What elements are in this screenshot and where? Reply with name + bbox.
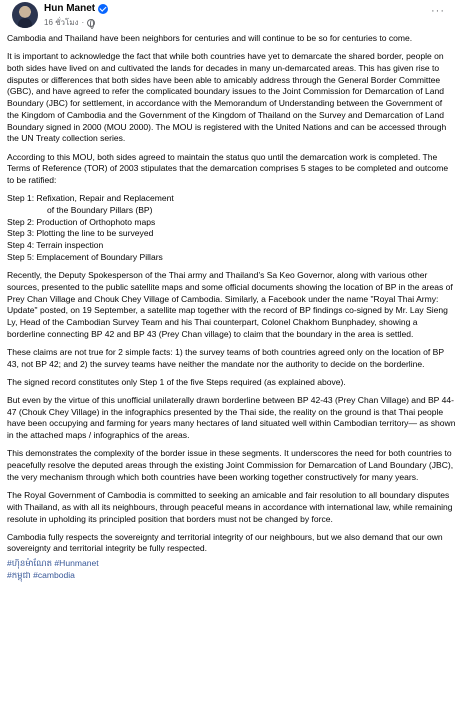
- step-1-continued: of the Boundary Pillars (BP): [47, 204, 153, 215]
- globe-icon[interactable]: [87, 19, 95, 27]
- hashtag-line[interactable]: #កម្ពុជា #cambodia: [7, 569, 75, 580]
- paragraph: This demonstrates the complexity of the border issue in these segments. It underscores the need for both countries to peacefully resolve the deputed areas through the existing Joint Commission for Demarcation of Land Boundary (JBC), the very mechanism through which both countries have been working together constructively for many years.: [7, 448, 454, 482]
- step-4: Step 4: Terrain inspection: [7, 240, 104, 251]
- post-meta: [44, 16, 95, 29]
- post-header: [6, 0, 457, 33]
- step-3: Step 3: Plotting the line to be surveyed: [7, 228, 154, 239]
- step-5: Step 5: Emplacement of Boundary Pillars: [7, 251, 163, 262]
- step-1: Step 1: Refixation, Repair and Replacement: [7, 193, 174, 204]
- paragraph: The Royal Government of Cambodia is committed to seeking an amicable and fair resolution to all boundary disputes with Thailand, as with all its neighbours, through peaceful means in accordance with international law, while remaining resolute in upholding its principled position that borders must not be changed by force.: [7, 490, 453, 524]
- steps-list: [7, 193, 456, 264]
- paragraph: The signed record constitutes only Step 1 of the five Steps required (as explained above).: [7, 376, 346, 387]
- paragraph: According to this MOU, both sides agreed to maintain the status quo until the demarcation work is completed. The Terms of Reference (TOR) of 2003 stipulates that the demarcation comprises 5 stages to be completed and outcome to be ratified:: [7, 151, 449, 186]
- paragraph: These claims are not true for 2 simple facts: 1) the survey teams of both countries agreed only on the location of BP 43, not BP 42; and 2) the survey teams have neither the mandate nor the authority to decide on the borderline.: [7, 346, 444, 369]
- author-name[interactable]: [44, 3, 108, 14]
- hashtags: [7, 558, 456, 582]
- step-2: Step 2: Production of Orthophoto maps: [7, 216, 156, 227]
- more-options-icon[interactable]: ···: [431, 5, 445, 17]
- paragraph: But even by the virtue of this unofficial unilaterally drawn borderline between BP 42-43 (Prey Chan Village) and BP 44-47 (Chouk Chey Village) in the infographics presented by the Thai side, the reality on the ground is that Thai people have been occupying and farming for years many hectares of land situated well within Cambodian territory— as shown in the attached maps / infographics of the areas.: [7, 394, 456, 441]
- paragraph: Cambodia fully respects the sovereignty and territorial integrity of our neighbours, but we also demand that our own sovereignty and territorial integrity be fully respected.: [7, 531, 443, 554]
- paragraph: It is important to acknowledge the fact that while both countries have yet to demarcate the shared border, people on both sides have lived on and cultivated the lands for decades in many un-demarcated areas. This has given rise to disputes or differences that both sides have been able to amicably address through the General Border Committee (GBC), and have agreed to refer the complicated boundary issues to the Joint Commission for Demarcation of Land Boundary (JBC) for settlement, in accordance with the Memorandum of Understanding between the Government of the Kingdom of Cambodia and the Government of the Kingdom of Thailand on the Survey and Demarcation of Land Boundary signed in 2000 (MOU 2000). The MOU is registered with the United Nations and can be accessed through the UN Treaty collection series.: [7, 51, 447, 144]
- verified-badge-icon: [98, 4, 108, 14]
- hashtag-line[interactable]: #ហ៊ុនម៉ាណែត #Hunmanet: [7, 558, 99, 569]
- author-name-text[interactable]: Hun Manet: [44, 3, 96, 14]
- meta-separator: ·: [81, 18, 85, 27]
- paragraph: Cambodia and Thailand have been neighbors for centuries and will continue to be so for centuries to come.: [7, 33, 413, 43]
- post-body: [6, 33, 457, 582]
- post-timestamp[interactable]: 16 ชั่วโมง: [44, 18, 79, 27]
- paragraph: Recently, the Deputy Spokesperson of the Thai army and Thailand’s Sa Keo Governor, along with various other sources, presented to the public satellite maps and some official documents showing the location of BP in the areas of Prey Chan Village and Chouk Chey Village of Cambodia. Similarly, a Facebook under the name "Royal Thai Army: Update" posted, on 19 September, a satellite map together with the record of BP findings co-signed by Mr. Lay Sieng Ly, Head of the Cambodian Survey Team and his Thai counterpart, Colonel Chakhom Bunphadey, showing a borderline connecting BP 42 and BP 43 (Prey Chan village) to claim that the boundary in the area is settled.: [7, 270, 453, 339]
- author-avatar[interactable]: [12, 2, 38, 28]
